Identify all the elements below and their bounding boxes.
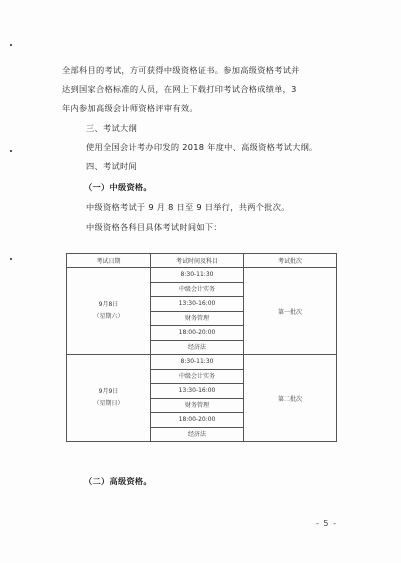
body-line-6: 中级资格各科目具体考试时间如下：: [86, 222, 222, 232]
slot-time: 18:00-20:00: [151, 413, 243, 428]
slot-subject: 财务管理: [184, 315, 209, 322]
body-line-4: 使用全国会计考办印发的 2018 年度中、高级资格考试大纲。: [86, 142, 318, 152]
date-text: 9月8日: [98, 301, 119, 308]
header-time-subject: 考试时间及科目: [151, 254, 244, 268]
slot-subject: 经济法: [187, 431, 206, 438]
slot-time: 13:30-16:00: [151, 384, 243, 399]
slot-list: [151, 268, 243, 354]
weekday-text: （星期日）: [93, 400, 124, 407]
date-cell: [67, 355, 151, 442]
body-line-1: 全部科目的考试，方可获得中级资格证书。参加高级资格考试并: [62, 65, 300, 75]
body-line-2: 达到国家合格标准的人员，在网上下载打印考试合格成绩单，3: [62, 84, 297, 94]
slot-time: 18:00-20:00: [151, 326, 243, 341]
scan-speck: [10, 44, 12, 46]
slot-subject: 财务管理: [184, 402, 209, 409]
page-number: - 5 -: [316, 519, 337, 528]
scan-speck: [10, 258, 12, 260]
batch-cell: 第二批次: [244, 355, 337, 442]
date-text: 9月9日: [98, 388, 119, 395]
slot: [151, 384, 243, 413]
slot-subject: 中级会计实务: [178, 286, 215, 293]
body-line-3: 年内参加高级会计师资格评审有效。: [62, 103, 198, 113]
slot-subject: 经济法: [187, 344, 206, 351]
slot-time: 8:30-11:30: [151, 268, 243, 283]
slot-list: [151, 355, 243, 441]
slot: [151, 268, 243, 297]
batch-cell: 第一批次: [244, 268, 337, 355]
slot: [151, 355, 243, 384]
body-line-5: 中级资格考试于 9 月 8 日至 9 日举行，共两个批次。: [86, 202, 290, 212]
section-heading-4: 四、考试时间: [86, 161, 137, 171]
slots-cell: [151, 268, 244, 355]
slot: [151, 413, 243, 442]
date-cell: [67, 268, 151, 355]
table-row: [67, 268, 337, 355]
slot-subject: 中级会计实务: [178, 373, 215, 380]
slot-time: 8:30-11:30: [151, 355, 243, 370]
section-heading-3: 三、考试大纲: [86, 123, 137, 133]
slot-time: 13:30-16:00: [151, 297, 243, 312]
scan-speck: [10, 150, 12, 152]
subsection-heading-2: （二）高级资格。: [84, 476, 152, 486]
table-row: [67, 355, 337, 442]
weekday-text: （星期六）: [93, 313, 124, 320]
slot: [151, 297, 243, 326]
slot: [151, 326, 243, 355]
slots-cell: [151, 355, 244, 442]
header-date: 考试日期: [67, 254, 151, 268]
table-header-row: [67, 254, 337, 268]
header-batch: 考试批次: [244, 254, 337, 268]
subsection-heading-1: （一）中级资格。: [84, 182, 152, 192]
exam-schedule-table: [66, 253, 337, 442]
